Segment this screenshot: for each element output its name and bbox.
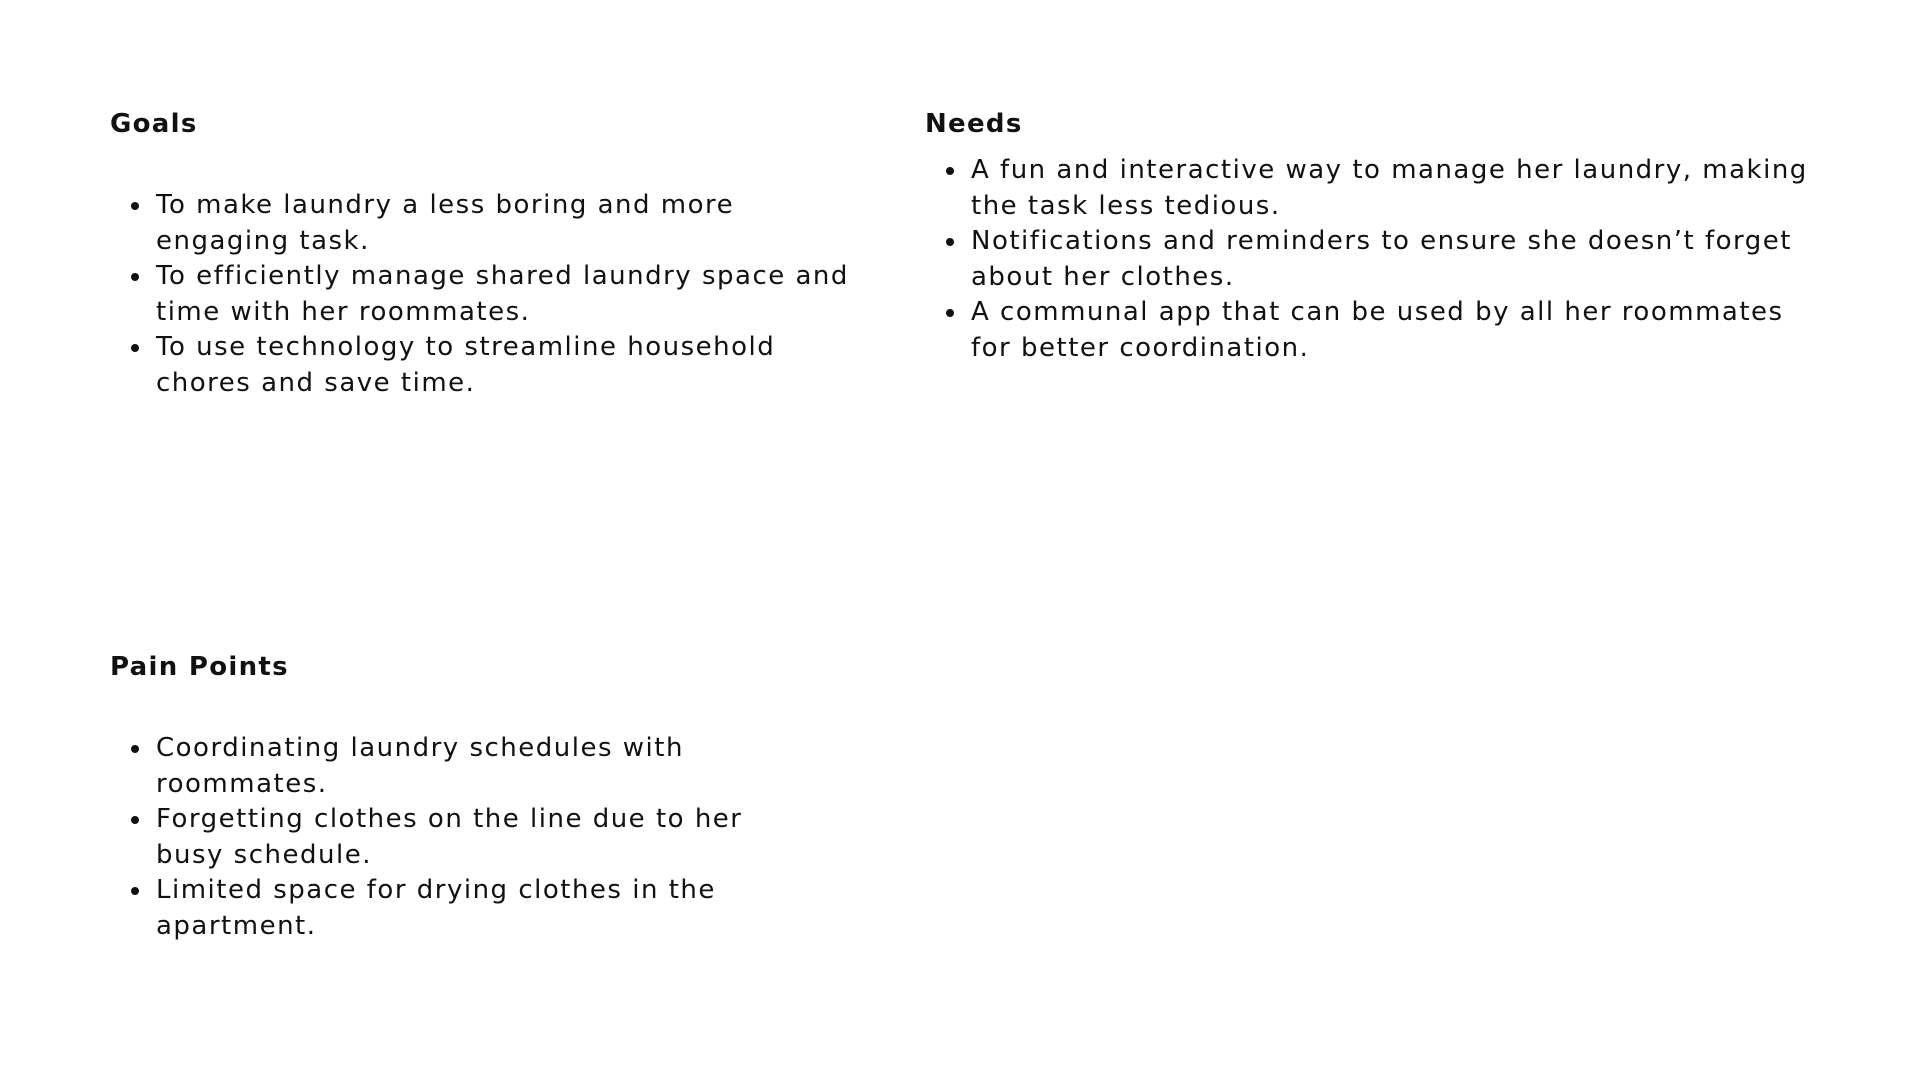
goals-list-item: To efficiently manage shared laundry space and time with her roommates. — [110, 259, 868, 330]
needs-list-item: A fun and interactive way to manage her laundry, making the task less tedious. — [925, 153, 1831, 224]
goals-list-item: To make laundry a less boring and more engaging task. — [110, 188, 868, 259]
goals-list — [110, 188, 870, 401]
pain-points-list-item: Limited space for drying clothes in the apartment. — [110, 873, 768, 944]
goals-list-item: To use technology to streamline household chores and save time. — [110, 330, 868, 401]
pain-points-heading: Pain Points — [110, 652, 289, 682]
pain-points-list-item: Forgetting clothes on the line due to her busy schedule. — [110, 802, 768, 873]
pain-points-section — [110, 654, 870, 944]
pain-points-list-item: Coordinating laundry schedules with roommates. — [110, 731, 768, 802]
needs-list-item: A communal app that can be used by all her roommates for better coordination. — [925, 295, 1831, 366]
needs-list-item: Notifications and reminders to ensure she doesn’t forget about her clothes. — [925, 224, 1831, 295]
goals-section — [110, 111, 870, 401]
needs-list — [925, 153, 1855, 366]
needs-section — [925, 111, 1855, 366]
pain-points-list — [110, 731, 870, 944]
needs-heading: Needs — [925, 109, 1023, 139]
goals-heading: Goals — [110, 109, 198, 139]
